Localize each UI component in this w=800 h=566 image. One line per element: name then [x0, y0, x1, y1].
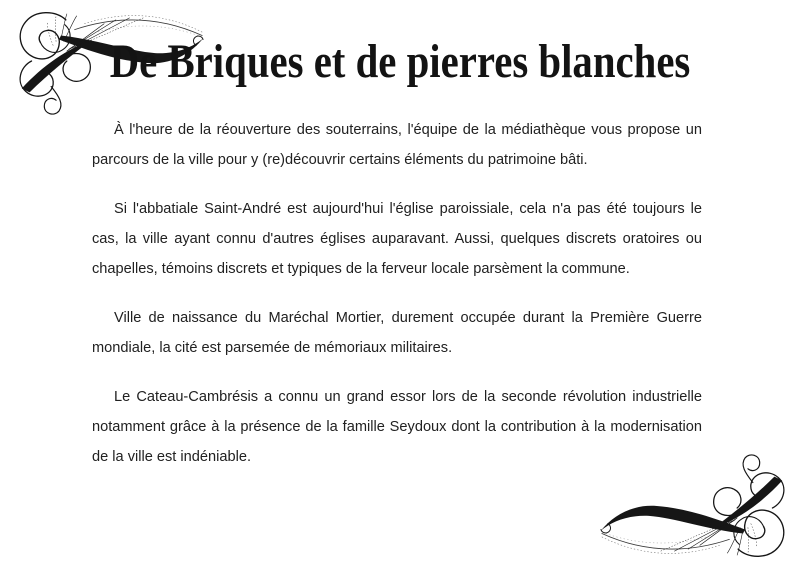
paragraph-line: Le Cateau-Cambrésis a connu un grand essor lors de la seconde révolution industrielle [114, 389, 702, 405]
paragraph-line: de la ville est indéniable. [92, 449, 252, 465]
body-text [92, 115, 702, 491]
paragraph-line: chapelles, témoins discrets et typiques de la ferveur locale parsèment la commune. [92, 261, 630, 277]
paragraph-line: parcours de la ville pour y (re)découvrir certains éléments du patrimoine bâti. [92, 152, 588, 168]
paragraph-line: notamment grâce à la présence de la famille Seydoux dont la contribution à la modernisation [92, 419, 702, 435]
page-title: De Briques et de pierres blanches [109, 35, 691, 88]
paragraph-line: Si l'abbatiale Saint-André est aujourd'hui l'église paroissiale, cela n'a pas été toujours le [114, 201, 702, 217]
paragraph-2 [92, 194, 702, 284]
paragraph-1 [92, 115, 702, 175]
paragraph-3 [92, 303, 702, 363]
paragraph-line: cas, la ville ayant connu d'autres églises auparavant. Aussi, quelques discrets oratoires ou [92, 231, 702, 247]
paragraph-line: mondiale, la cité est parsemée de mémoriaux militaires. [92, 340, 453, 356]
calligraphic-flourish-bottom-right-icon [598, 453, 794, 563]
paragraph-line: À l'heure de la réouverture des souterrains, l'équipe de la médiathèque vous propose un [114, 122, 702, 138]
paragraph-line: Ville de naissance du Maréchal Mortier, durement occupée durant la Première Guerre [114, 310, 702, 326]
